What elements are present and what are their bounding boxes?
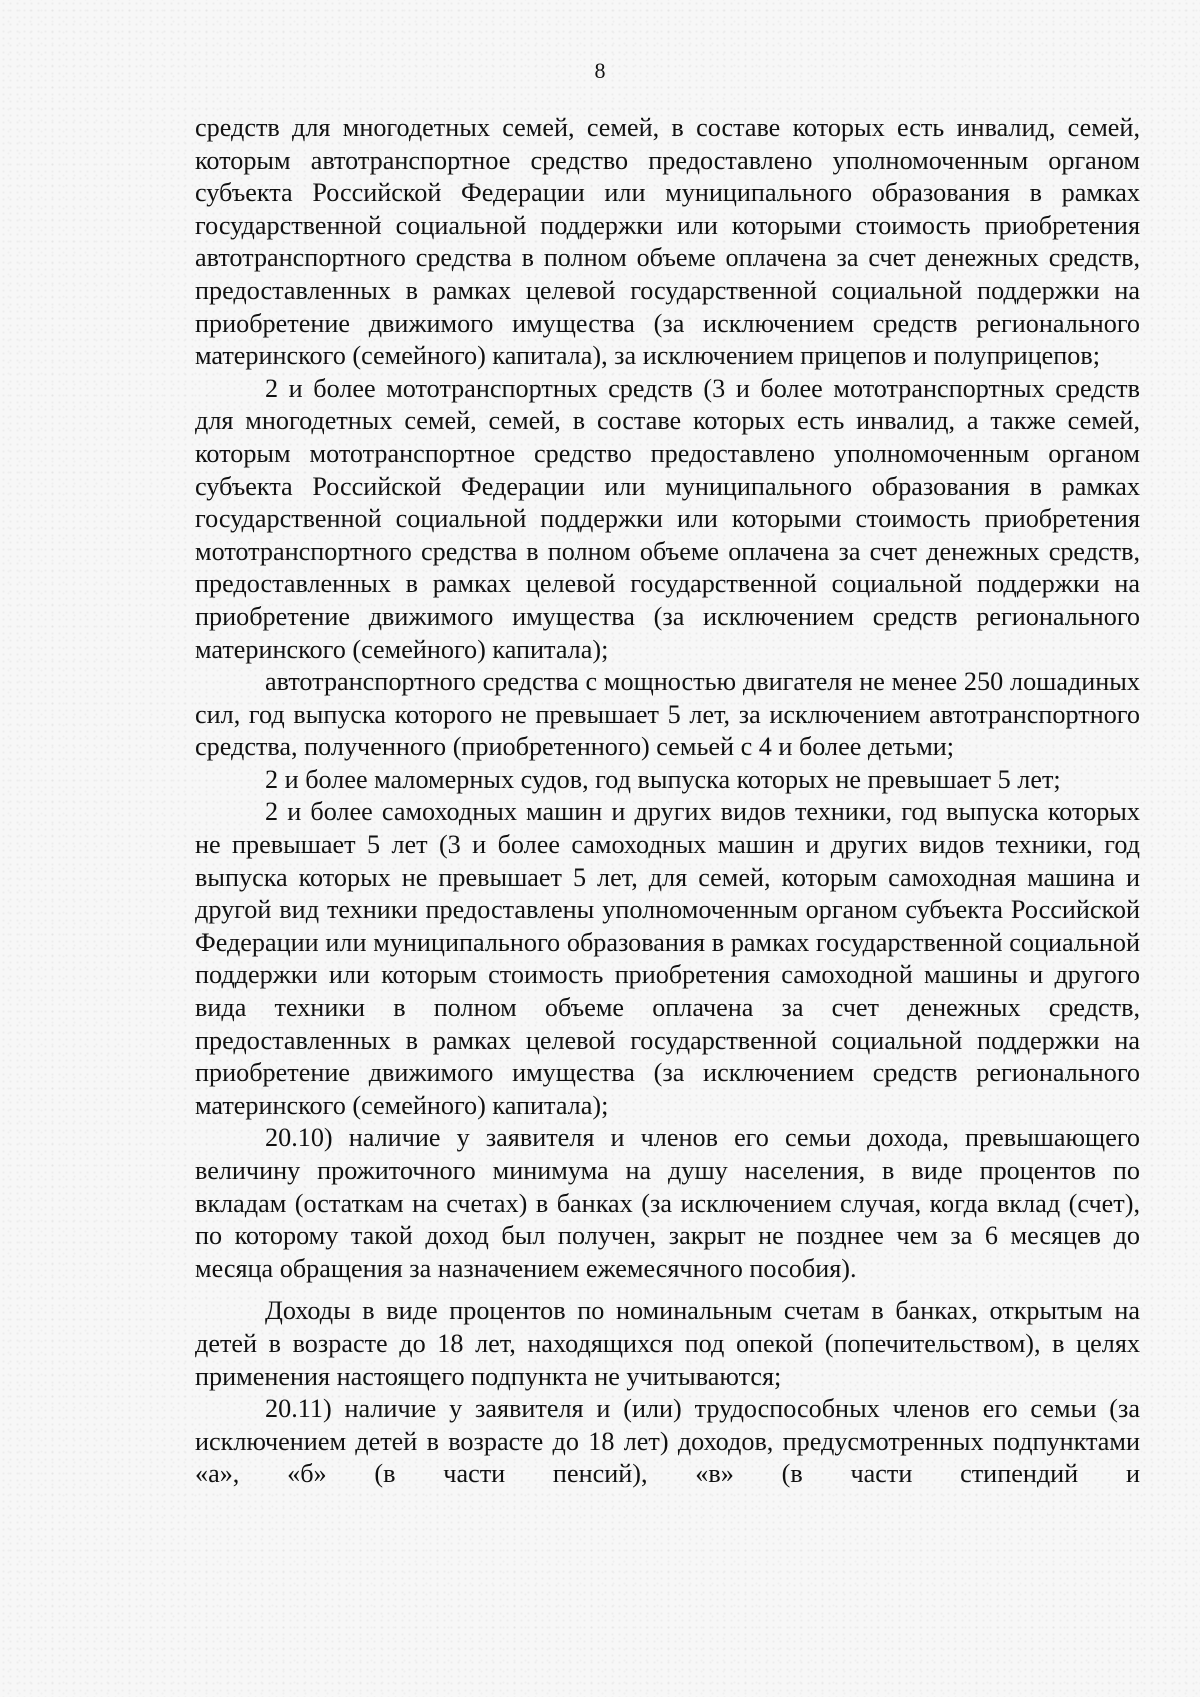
paragraph-self-propelled-machines: 2 и более самоходных машин и других видов техники, год выпуска которых не превышает 5 лет (3 и более самоходных машин и других видов техники, год выпуска которых не превышает 5 лет, для семей, которым самоходная машина и другой вид техники предоставлены уполномоченным органом субъекта Российской Федерации или муниципального образования в рамках государственной социальной поддержки или которым стоимость приобретения самоходной машины и другого вида техники в полном объеме оплачена за счет денежных средств, предоставленных в рамках целевой государственной социальной поддержки на приобретение движимого имущества (за исключением средств регионального материнского (семейного) капитала); bbox=[195, 797, 1140, 1120]
paragraph-continuation: средств для многодетных семей, семей, в составе которых есть инвалид, семей, которым автотранспортное средство предоставлено уполномоченным органом субъекта Российской Федерации или муниципального образования в рамках государственной социальной поддержки или которыми стоимость приобретения автотранспортного средства в полном объеме оплачена за счет денежных средств, предоставленных в рамках целевой государственной социальной поддержки на приобретение движимого имущества (за исключением средств регионального материнского (семейного) капитала), за исключением прицепов и полуприцепов; bbox=[195, 113, 1140, 371]
paragraph-20-10: 20.10) наличие у заявителя и членов его семьи дохода, превышающего величину прожиточного минимума на душу населения, в виде процентов по вкладам (остаткам на счетах) в банках (за исключением случая, когда вклад (счет), по которому такой доход был получен, закрыт не позднее чем за 6 месяцев до месяца обращения за назначением ежемесячного пособия). bbox=[195, 1123, 1140, 1283]
paragraph-small-vessels: 2 и более маломерных судов, год выпуска которых не превышает 5 лет; bbox=[265, 764, 1061, 794]
paragraph-nominal-accounts: Доходы в виде процентов по номинальным счетам в банках, открытым на детей в возрасте до 18 лет, находящихся под опекой (попечительством), в целях применения настоящего подпункта не учитываются; bbox=[195, 1296, 1140, 1391]
paragraph-20-11: 20.11) наличие у заявителя и (или) трудоспособных членов его семьи (за исключением детей в возрасте до 18 лет) доходов, предусмотренных подпунктами «а», «б» (в части пенсий), «в» (в части стипендий и bbox=[195, 1394, 1140, 1489]
paragraph-high-power-vehicle: автотранспортного средства с мощностью двигателя не менее 250 лошадиных сил, год выпуска которого не превышает 5 лет, за исключением автотранспортного средства, полученного (приобретенного) семьей с 4 и более детьми; bbox=[195, 667, 1140, 762]
paragraph-motorcycles: 2 и более мототранспортных средств (3 и более мототранспортных средств для многодетных семей, семей, в составе которых есть инвалид, а также семей, которым мототранспортное средство предоставлено уполномоченным органом субъекта Российской Федерации или муниципального образования в рамках государственной социальной поддержки или которыми стоимость приобретения мототранспортного средства в полном объеме оплачена за счет денежных средств, предоставленных в рамках целевой государственной социальной поддержки на приобретение движимого имущества (за исключением средств регионального материнского (семейного) капитала); bbox=[195, 373, 1140, 664]
document-body bbox=[195, 112, 1140, 1491]
page-number: 8 bbox=[594, 58, 606, 83]
